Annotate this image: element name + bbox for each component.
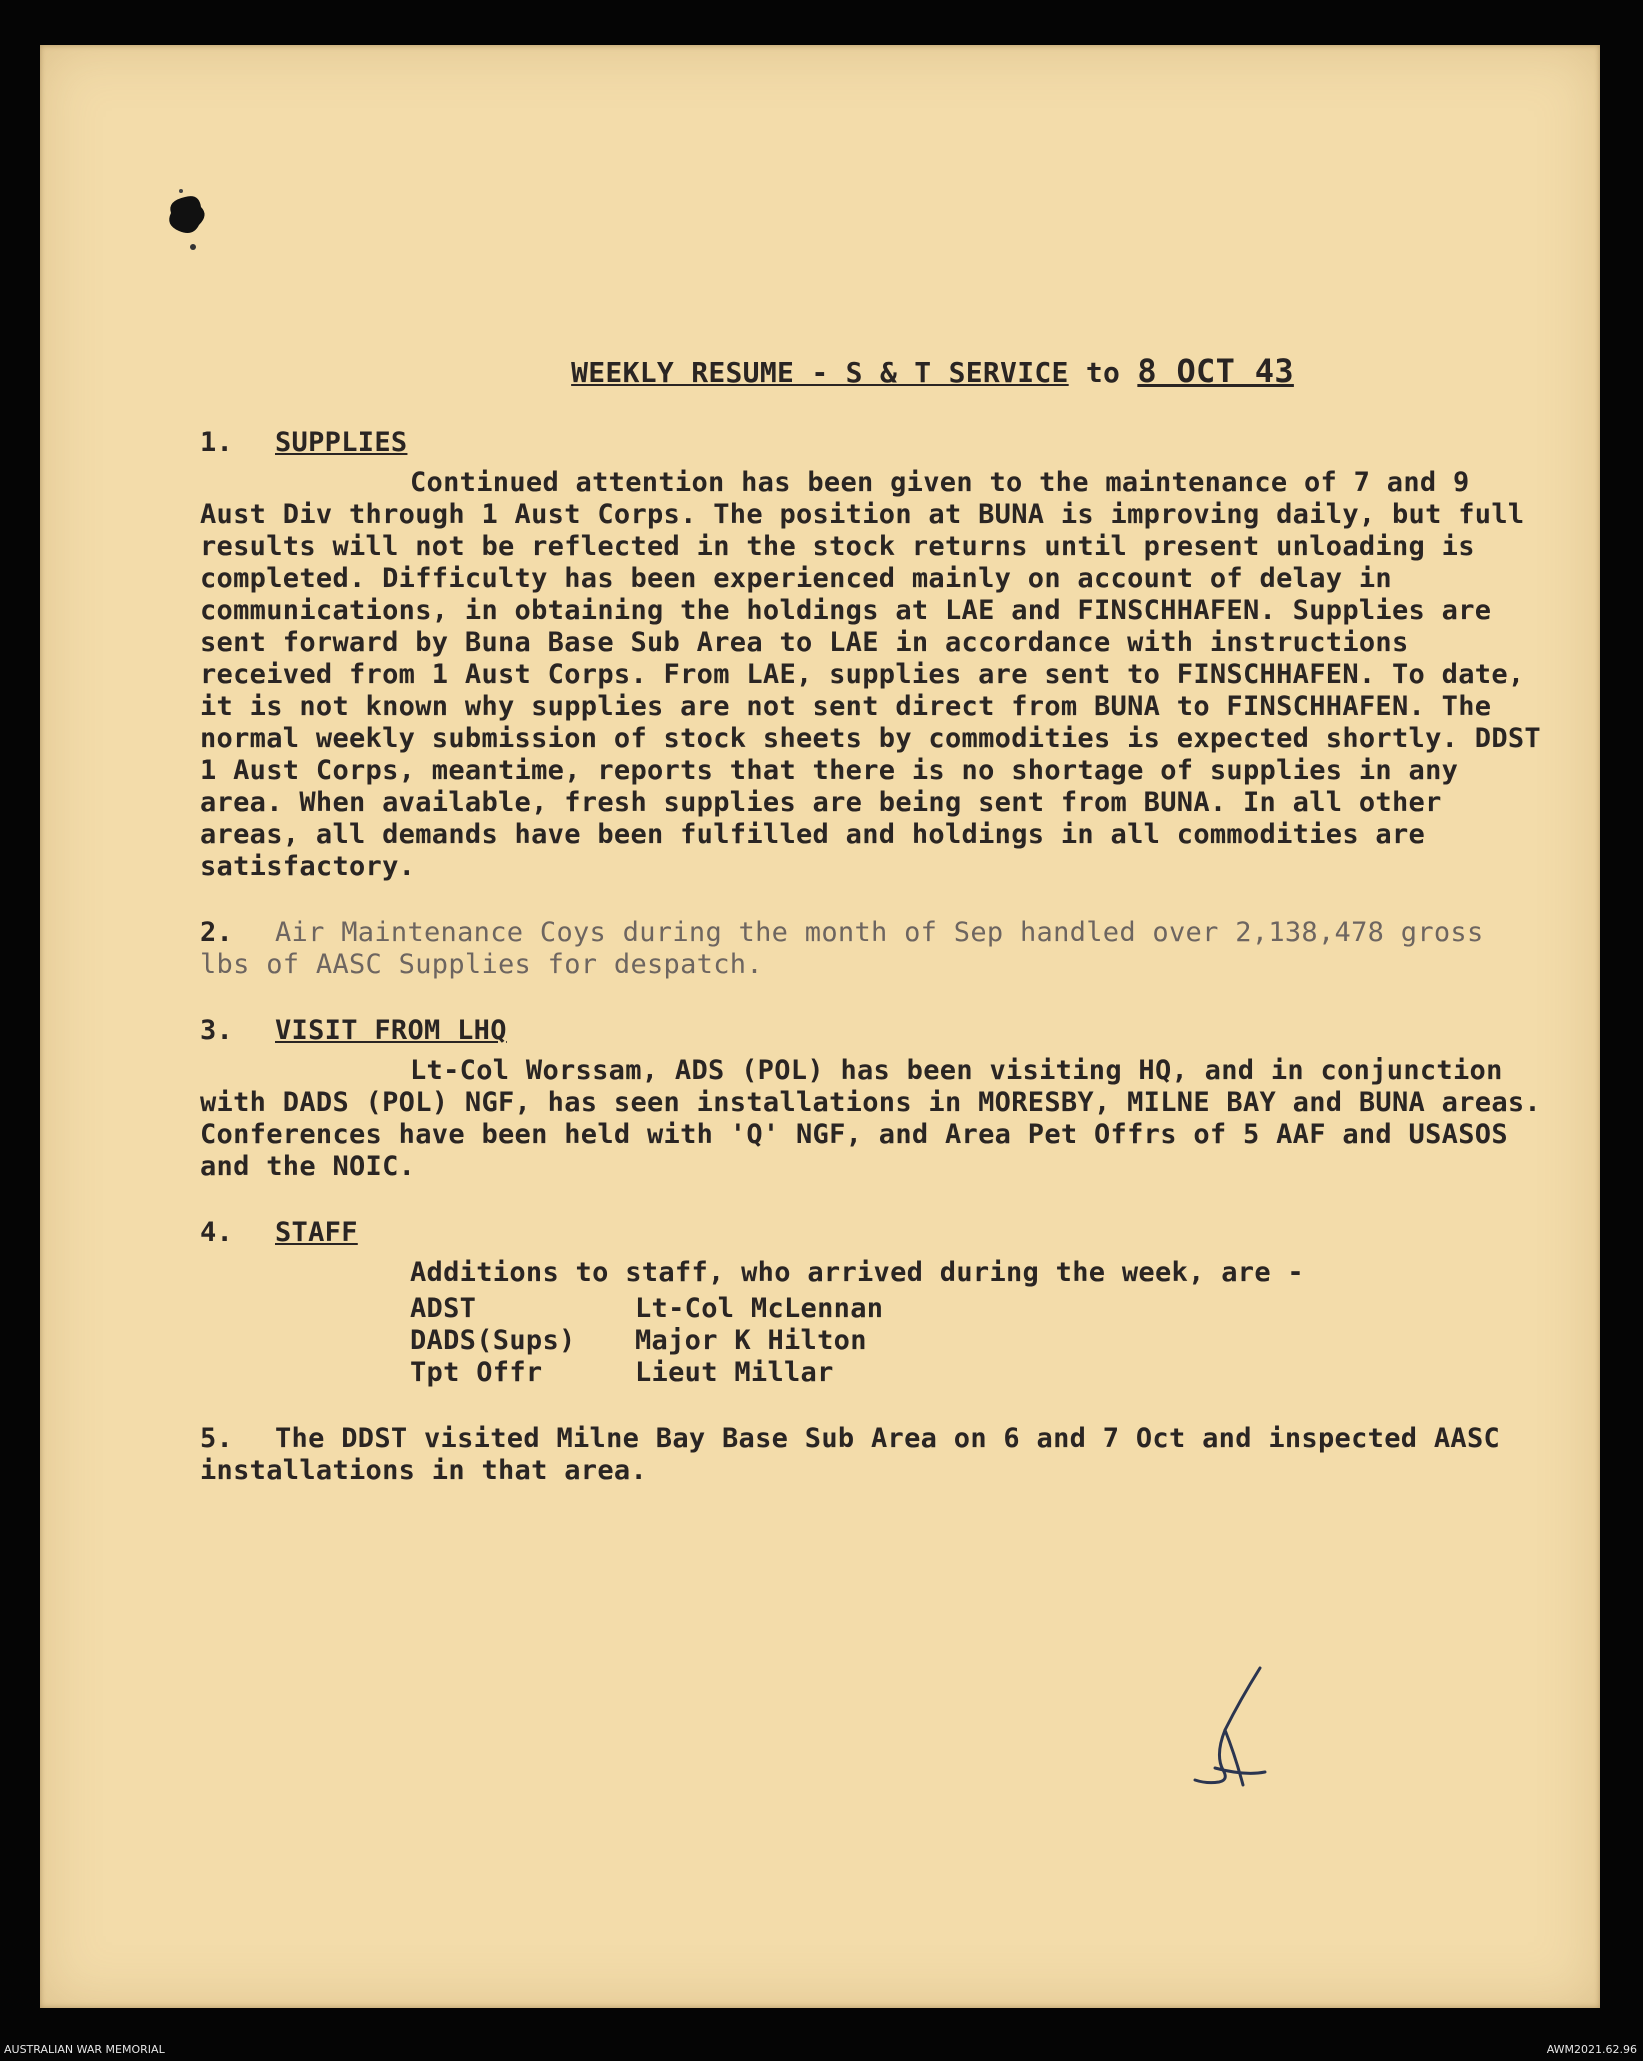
section-text <box>200 917 1545 981</box>
section-label: SUPPLIES <box>275 427 408 458</box>
section-number: 2. <box>200 917 234 948</box>
staff-role: Tpt Offr <box>410 1357 543 1388</box>
section-staff <box>200 1217 1545 1389</box>
section-number: 4. <box>200 1217 234 1248</box>
staff-row <box>410 1325 1545 1357</box>
section-heading <box>200 427 1545 459</box>
staff-row <box>410 1293 1545 1325</box>
section-number: 5. <box>200 1423 234 1454</box>
section-text: Lt-Col Worssam, ADS (POL) has been visiting HQ, and in conjunction with DADS (POL) NGF, has seen installations in MORESBY, MILNE BAY and BUNA areas. Conferences have been held with 'Q' NGF, and Area Pet Offrs of 5 AAF and USASOS and the NOIC. <box>200 1055 1541 1182</box>
document-title <box>320 352 1545 390</box>
title-date: 8 OCT 43 <box>1137 352 1294 390</box>
section-heading <box>200 1015 1545 1047</box>
staff-name: Lieut Millar <box>635 1357 834 1388</box>
section-text-body: Air Maintenance Coys during the month of Sep handled over 2,138,478 gross lbs of AASC Supplies for despatch. <box>200 917 1484 980</box>
section-text: Continued attention has been given to the maintenance of 7 and 9 Aust Div through 1 Aust Corps. The position at BUNA is improving daily, but full results will not be reflected in the stock returns until present unloading is completed. Difficulty has been experienced mainly on account of delay in communications, in obtaining the holdings at LAE and FINSCHHAFEN. Supplies are sent forward by Buna Base Sub Area to LAE in accordance with instructions received from 1 Aust Corps. From LAE, supplies are sent to FINSCHHAFEN. To date, it is not known why supplies are not sent direct from BUNA to FINSCHHAFEN. The normal weekly submission of stock sheets by commodities is expected shortly. DDST 1 Aust Corps, meantime, reports that there is no shortage of supplies in any area. When available, fresh supplies are being sent from BUNA. In all other areas, all demands have been fulfilled and holdings in all commodities are satisfactory. <box>200 467 1541 882</box>
section-text <box>200 1423 1545 1487</box>
punch-hole-mark <box>155 185 215 275</box>
staff-list <box>200 1293 1545 1389</box>
section-supplies <box>200 427 1545 883</box>
handwritten-signature <box>1185 1660 1275 1790</box>
staff-role: DADS(Sups) <box>410 1325 576 1356</box>
title-main: WEEKLY RESUME - S & T SERVICE <box>571 356 1069 389</box>
staff-role: ADST <box>410 1293 477 1324</box>
section-text-body: The DDST visited Milne Bay Base Sub Area on 6 and 7 Oct and inspected AASC installations in that area. <box>200 1423 1501 1486</box>
section-label: STAFF <box>275 1217 358 1248</box>
section-number: 1. <box>200 427 234 458</box>
memo-body <box>200 352 1545 1521</box>
footer-reference-number: AWM2021.62.96 <box>1546 2043 1637 2056</box>
section-label: VISIT FROM LHQ <box>275 1015 507 1046</box>
staff-name: Lt-Col McLennan <box>635 1293 884 1324</box>
section-visit-from-lhq <box>200 1015 1545 1183</box>
footer-archive-name: AUSTRALIAN WAR MEMORIAL <box>4 2043 165 2056</box>
section-air-maintenance <box>200 917 1545 981</box>
section-number: 3. <box>200 1015 234 1046</box>
section-ddst-visit <box>200 1423 1545 1487</box>
staff-row <box>410 1357 1545 1389</box>
section-heading <box>200 1217 1545 1249</box>
staff-name: Major K Hilton <box>635 1325 867 1356</box>
staff-intro: Additions to staff, who arrived during the week, are - <box>410 1257 1304 1288</box>
title-to: to <box>1085 356 1121 389</box>
